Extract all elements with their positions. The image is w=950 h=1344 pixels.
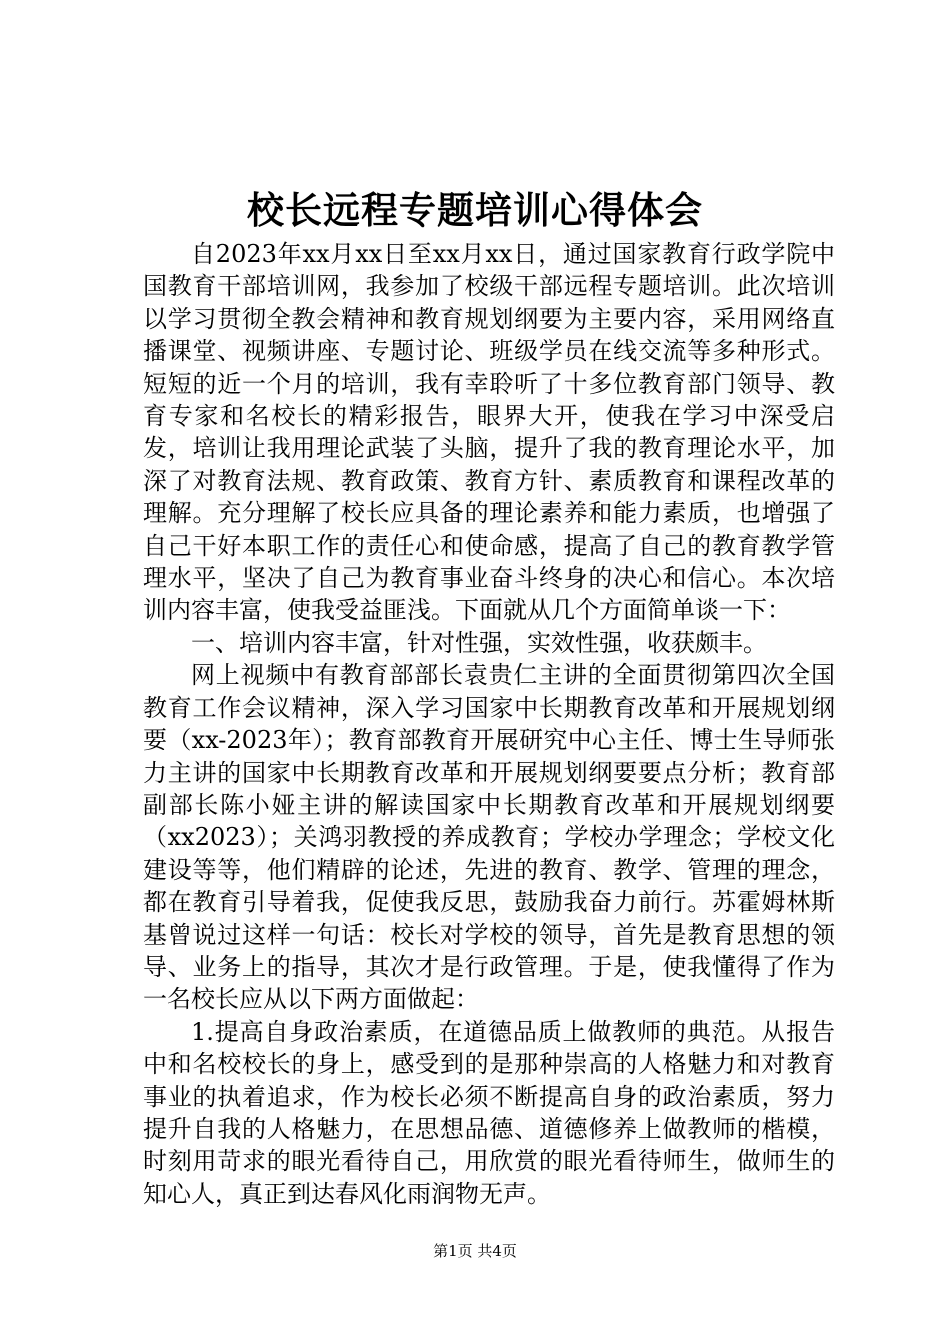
paragraph: 1.提高自身政治素质，在道德品质上做教师的典范。从报告中和名校校长的身上，感受到的是那种崇高的人格魅力和对教育事业的执着追求，作为校长必须不断提高自身的政治素质，努力提升自我的人格魅力，在思想品德、道德修养上做教师的楷模，时刻用苛求的眼光看待自己，用欣赏的眼光看待师生，做师生的知心人，真正到达春风化雨润物无声。 xyxy=(143,1017,835,1208)
document-body xyxy=(143,238,835,1210)
paragraph: 网上视频中有教育部部长袁贵仁主讲的全面贯彻第四次全国教育工作会议精神，深入学习国家中长期教育改革和开展规划纲要（xx-2023年）；教育部教育开展研究中心主任、博士生导师张力主讲的国家中长期教育改革和开展规划纲要要点分析；教育部副部长陈小娅主讲的解读国家中长期教育改革和开展规划纲要（xx2023）；关鸿羽教授的养成教育；学校办学理念；学校文化建设等等，他们精辟的论述，先进的教育、教学、管理的理念，都在教育引导着我，促使我反思，鼓励我奋力前行。苏霍姆林斯基曾说过这样一句话：校长对学校的领导，首先是教育思想的领导、业务上的指导，其次才是行政管理。于是，使我懂得了作为一名校长应从以下两方面做起： xyxy=(143,661,835,1014)
page-number-footer: 第1页 共4页 xyxy=(433,1242,517,1260)
paragraph: 一、培训内容丰富，针对性强，实效性强，收获颇丰。 xyxy=(191,628,767,657)
paragraph: 自2023年xx月xx日至xx月xx日，通过国家教育行政学院中国教育干部培训网，我参加了校级干部远程专题培训。此次培训以学习贯彻全教会精神和教育规划纲要为主要内容，采用网络直播课堂、视频讲座、专题讨论、班级学员在线交流等多种形式。短短的近一个月的培训，我有幸聆听了十多位教育部门领导、教育专家和名校长的精彩报告，眼界大开，使我在学习中深受启发，培训让我用理论武装了头脑，提升了我的教育理论水平，加深了对教育法规、教育政策、教育方针、素质教育和课程改革的理解。充分理解了校长应具备的理论素养和能力素质，也增强了自己干好本职工作的责任心和使命感，提高了自己的教育教学管理水平，坚决了自己为教育事业奋斗终身的决心和信心。本次培训内容丰富，使我受益匪浅。下面就从几个方面简单谈一下： xyxy=(143,240,835,625)
document-title: 校长远程专题培训心得体会 xyxy=(247,188,703,232)
